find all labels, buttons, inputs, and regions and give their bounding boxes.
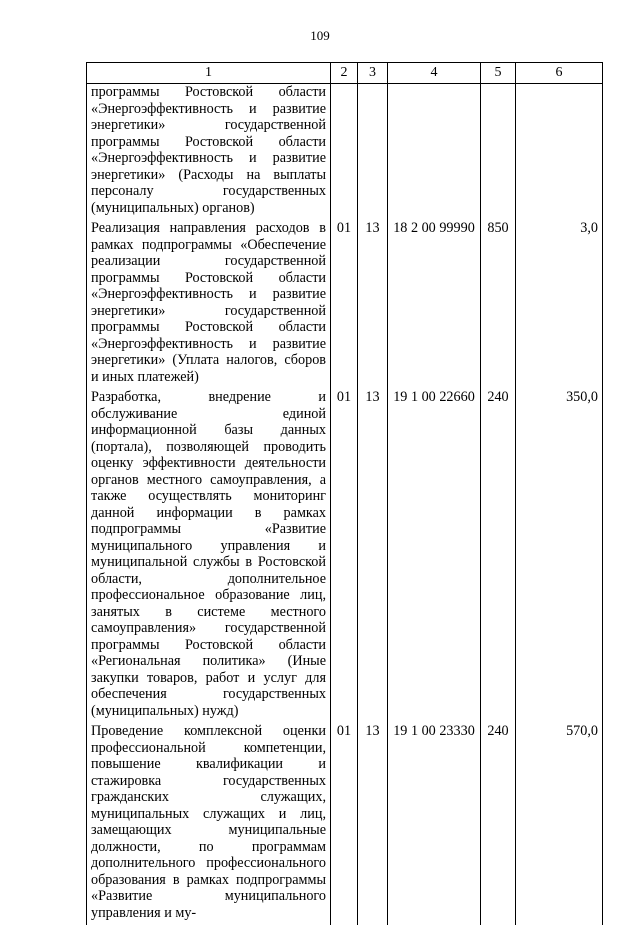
item-name-cell: программы Ростовской области «Энергоэффективность и развитие энергетики» государственной программы Ростовской области «Энергоэффективность и развитие энергетики» (Расходы на выплаты персоналу государственных (муниципальных) органов) xyxy=(87,84,331,221)
target-article-cell: 19 1 00 23330 xyxy=(388,723,481,925)
amount-cell xyxy=(516,84,603,221)
subsection-code-cell xyxy=(358,84,388,221)
header-cell-2: 2 xyxy=(331,63,358,84)
expense-type-cell: 240 xyxy=(481,389,516,723)
subsection-code-cell: 13 xyxy=(358,389,388,723)
amount-cell: 350,0 xyxy=(516,389,603,723)
header-row xyxy=(87,63,603,84)
section-code-cell: 01 xyxy=(331,723,358,925)
expense-type-cell: 240 xyxy=(481,723,516,925)
subsection-code-cell: 13 xyxy=(358,220,388,389)
section-code-cell: 01 xyxy=(331,220,358,389)
amount-cell: 3,0 xyxy=(516,220,603,389)
target-article-cell xyxy=(388,84,481,221)
target-article-cell: 18 2 00 99990 xyxy=(388,220,481,389)
header-cell-1: 1 xyxy=(87,63,331,84)
section-code-cell xyxy=(331,84,358,221)
budget-table xyxy=(86,62,603,925)
section-code-cell: 01 xyxy=(331,389,358,723)
header-cell-5: 5 xyxy=(481,63,516,84)
target-article-cell: 19 1 00 22660 xyxy=(388,389,481,723)
table-row xyxy=(87,723,603,925)
item-name-cell: Разработка, внедрение и обслуживание единой информационной базы данных (портала), позволяющей проводить оценку эффективности деятельности органов местного самоуправления, а также осуществлять мониторинг данной информации в рамках подпрограммы «Развитие муниципального управления и муниципальной службы в Ростовской области, дополнительное профессиональное образование лиц, занятых в системе местного самоуправления» государственной программы Ростовской области «Региональная политика» (Иные закупки товаров, работ и услуг для обеспечения государственных (муниципальных) нужд) xyxy=(87,389,331,723)
amount-cell: 570,0 xyxy=(516,723,603,925)
expense-type-cell xyxy=(481,84,516,221)
expense-type-cell: 850 xyxy=(481,220,516,389)
item-name-cell: Проведение комплексной оценки профессиональной компетенции, повышение квалификации и стажировка государственных гражданских служащих, муниципальных служащих и лиц, замещающих муниципальные должности, по программам дополнительного профессионального образования в рамках подпрограммы «Развитие муниципального управления и му- xyxy=(87,723,331,925)
item-name-cell: Реализация направления расходов в рамках подпрограммы «Обеспечение реализации государственной программы Ростовской области «Энергоэффективность и развитие энергетики» государственной программы Ростовской области «Энергоэффективность и развитие энергетики» (Уплата налогов, сборов и иных платежей) xyxy=(87,220,331,389)
table-row xyxy=(87,84,603,221)
header-cell-3: 3 xyxy=(358,63,388,84)
subsection-code-cell: 13 xyxy=(358,723,388,925)
header-cell-6: 6 xyxy=(516,63,603,84)
header-cell-4: 4 xyxy=(388,63,481,84)
table-row xyxy=(87,389,603,723)
table-row xyxy=(87,220,603,389)
page-number: 109 xyxy=(310,28,330,43)
